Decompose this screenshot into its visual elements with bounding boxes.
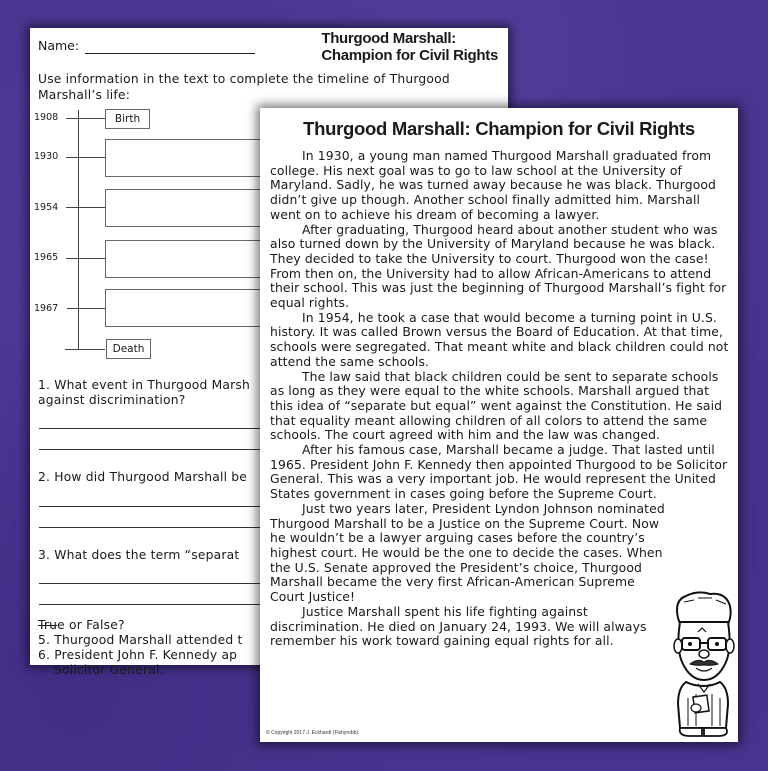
question-number: 2. [38, 470, 51, 484]
passage-title: Thurgood Marshall: Champion for Civil Rights [303, 118, 695, 139]
question-number: 3. [38, 548, 51, 562]
worksheet-title-line2: Champion for Civil Rights [321, 47, 498, 64]
passage-paragraph: In 1954, he took a case that would become a turning point in U.S. history. It was called Brown versus the Board of Education. At that time, schools were segregated. That meant white and black children could not attend the same schools. [270, 309, 729, 369]
timeline-tick [66, 157, 105, 158]
passage-paragraph: In 1930, a young man named Thurgood Marshall graduated from college. His next goal was to go to law school at the University of Maryland. Sadly, he was turned away because he was black. Thurgood didn’t give up though. Another school finally admitted him. Marshall went on to achieve his dream of becoming a lawyer. [270, 148, 717, 222]
timeline-tick [66, 118, 105, 119]
timeline-tick [65, 349, 105, 350]
question-text-cont: against discrimination? [38, 393, 186, 407]
tf-heading-struck: Tru [38, 618, 58, 632]
question-text: What does the term “separat [54, 548, 240, 562]
timeline-tick [66, 207, 105, 208]
worksheet-title-line1: Thurgood Marshall: [321, 30, 456, 47]
worksheet-instructions: Use information in the text to complete the timeline of Thurgood Marshall’s life: [38, 72, 450, 102]
copyright-notice: © Copyright 2017 J. Eckhardt (Fishyrobb). [266, 730, 360, 736]
timeline-year: 1908 [34, 112, 59, 123]
timeline-year: 1967 [34, 303, 59, 314]
passage-paragraph: After graduating, Thurgood heard about another student who was also turned down by the University of Maryland because he was black. They decided to take the University to court. Thurgood won the case! From then on, the University had to allow African-Americans to attend their school. This was just the beginning of Thurgood Marshall’s fight for equal rights. [270, 221, 727, 311]
question-number: 1. [38, 378, 51, 392]
timeline-spine [78, 110, 79, 350]
tf-text-cont: Solicitor General. [54, 663, 164, 677]
tf-text: President John F. Kennedy ap [54, 648, 238, 662]
question-text: What event in Thurgood Marsh [54, 378, 251, 392]
thurgood-marshall-illustration-icon [668, 588, 738, 738]
timeline-year: 1954 [34, 202, 59, 213]
timeline-year: 1965 [34, 252, 59, 263]
name-row [38, 38, 255, 54]
passage-body [270, 149, 732, 649]
worksheet-title [321, 30, 498, 64]
tf-heading-rest: e or False? [57, 618, 125, 632]
timeline-year: 1930 [34, 151, 59, 162]
timeline-box-death: Death [106, 339, 151, 359]
tf-text: Thurgood Marshall attended t [54, 633, 243, 647]
timeline-tick [67, 308, 105, 309]
tf-number: 6. [38, 648, 51, 662]
tf-number: 5. [38, 633, 51, 647]
passage-paragraph: Just two years later, President Lyndon Johnson nominated Thurgood Marshall to be a Justice on the Supreme Court. Now he wouldn’t be a lawyer arguing cases before the country’s highest court. He would be the one to decide the cases. When the U.S. Senate approved the President’s choice, Thurgood Marshall became the very first African-American Supreme Court Justice! [270, 500, 665, 605]
timeline-box-birth: Birth [105, 109, 150, 129]
timeline-tick [66, 258, 105, 259]
passage-paragraph: Justice Marshall spent his life fighting against discrimination. He died on January 24, 1993. We will always remember his work toward gaining equal rights for all. [270, 603, 647, 649]
name-label: Name: [38, 38, 80, 53]
passage-paragraph: The law said that black children could be sent to separate schools as long as they were equal to the white schools. Marshall argued that this idea of “separate but equal” went against the Constitution. He said that equality meant allowing children of all colors to attend the same schools. The court agreed with him and the law was changed. [270, 368, 723, 443]
name-blank-line[interactable] [85, 38, 255, 54]
reading-passage-page [260, 108, 738, 742]
passage-paragraph: After his famous case, Marshall became a judge. That lasted until 1965. President John F. Kennedy then appointed Thurgood to be Solicitor General. This was a very important job. He would represent the United States government in cases going before the Supreme Court. [270, 442, 728, 502]
question-text: How did Thurgood Marshall be [54, 470, 248, 484]
